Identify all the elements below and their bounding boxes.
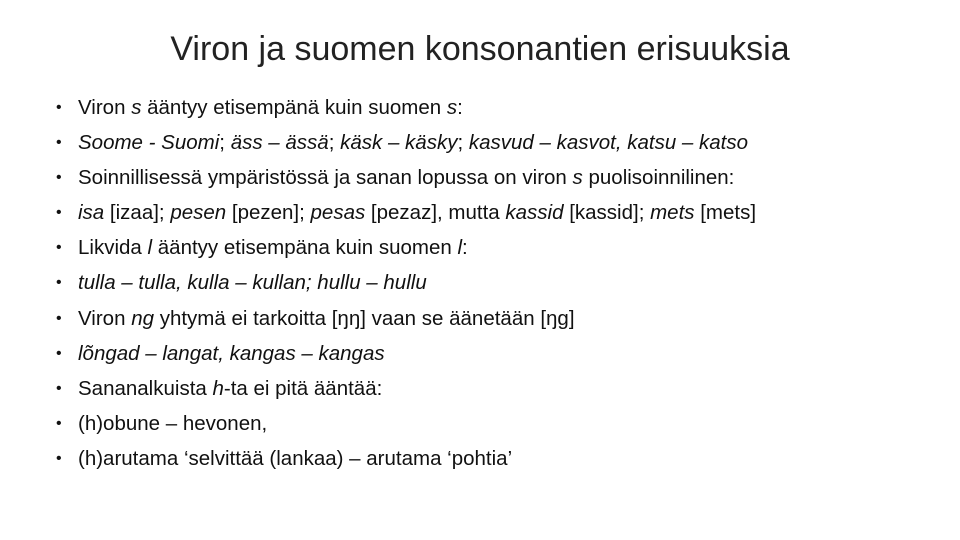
text: :	[457, 96, 463, 119]
bullet-point: •	[56, 344, 62, 362]
bullet-point: •	[56, 169, 62, 187]
text: ääntyy etisempänä kuin suomen	[141, 96, 447, 119]
bullet-item	[56, 198, 756, 233]
italic-text: äss – ässä	[230, 131, 329, 155]
bullet-item	[56, 339, 756, 374]
bullet-point: •	[56, 239, 62, 257]
bullet-point: •	[56, 99, 62, 116]
bullet-item	[56, 444, 756, 479]
italic-text: l	[147, 236, 153, 260]
italic-text: s	[131, 96, 142, 119]
bullet-item	[56, 304, 756, 339]
bullet-item	[56, 374, 756, 409]
italic-text: kassid	[505, 201, 564, 225]
text: ;	[219, 131, 231, 155]
italic-text: pesas	[310, 201, 366, 225]
text: puolisoinnilinen:	[582, 166, 735, 190]
italic-text: kasvud – kasvot, katsu – katso	[468, 131, 749, 155]
bullet-point: •	[56, 309, 62, 327]
text: [mets]	[694, 201, 757, 225]
bullet-point: •	[56, 449, 62, 467]
italic-text: käsk – käsky	[340, 131, 458, 155]
bullet-item	[56, 128, 756, 163]
text: [pezen];	[226, 201, 311, 225]
text: Likvida	[78, 236, 148, 260]
italic-text: Soome - Suomi	[78, 131, 220, 155]
text: -ta ei pitä ääntää:	[223, 376, 383, 400]
text: yhtymä ei tarkoitta [ŋŋ] vaan se äänetään [ŋg]	[154, 306, 575, 330]
text: ;	[328, 131, 341, 155]
slide-title: Viron ja suomen konsonantien erisuuksia	[170, 30, 790, 68]
text: Soinnillisessä ympäristössä ja sanan lopussa on viron	[78, 166, 573, 190]
text: Viron	[78, 96, 132, 119]
bullet-item	[56, 268, 756, 303]
bullet-item	[56, 233, 756, 268]
italic-text: mets	[650, 201, 695, 225]
italic-text: s	[572, 166, 583, 190]
text: (h)obune – hevonen,	[78, 411, 268, 435]
italic-text: l	[457, 236, 463, 260]
bullet-item	[56, 93, 756, 128]
text: [izaa];	[104, 201, 171, 225]
text: [kassid];	[563, 201, 651, 225]
italic-text: h	[212, 376, 224, 400]
bullet-item	[56, 163, 756, 198]
bullet-point: •	[56, 134, 62, 152]
bullet-point: •	[56, 379, 62, 397]
text: ääntyy etisempäna kuin suomen	[152, 236, 458, 260]
italic-text: lõngad – langat, kangas – kangas	[78, 341, 385, 365]
text: Viron	[78, 306, 132, 330]
bullet-point: •	[56, 414, 62, 432]
bullet-point: •	[56, 204, 62, 222]
italic-text: pesen	[170, 201, 227, 225]
bullet-point: •	[56, 274, 62, 292]
text: [pezaz], mutta	[365, 201, 506, 225]
bullet-item	[56, 409, 756, 444]
italic-text: s	[446, 96, 458, 119]
italic-text: isa	[78, 201, 105, 225]
italic-text: ng	[131, 306, 154, 330]
text: ;	[457, 131, 469, 155]
bullet-list	[56, 93, 756, 479]
text: Sananalkuista	[78, 376, 213, 400]
italic-text: tulla – tulla, kulla – kullan; hullu – hullu	[78, 271, 427, 295]
text: (h)arutama ‘selvittää (lankaa) – arutama ‘pohtia’	[78, 446, 513, 470]
text: :	[462, 236, 468, 260]
